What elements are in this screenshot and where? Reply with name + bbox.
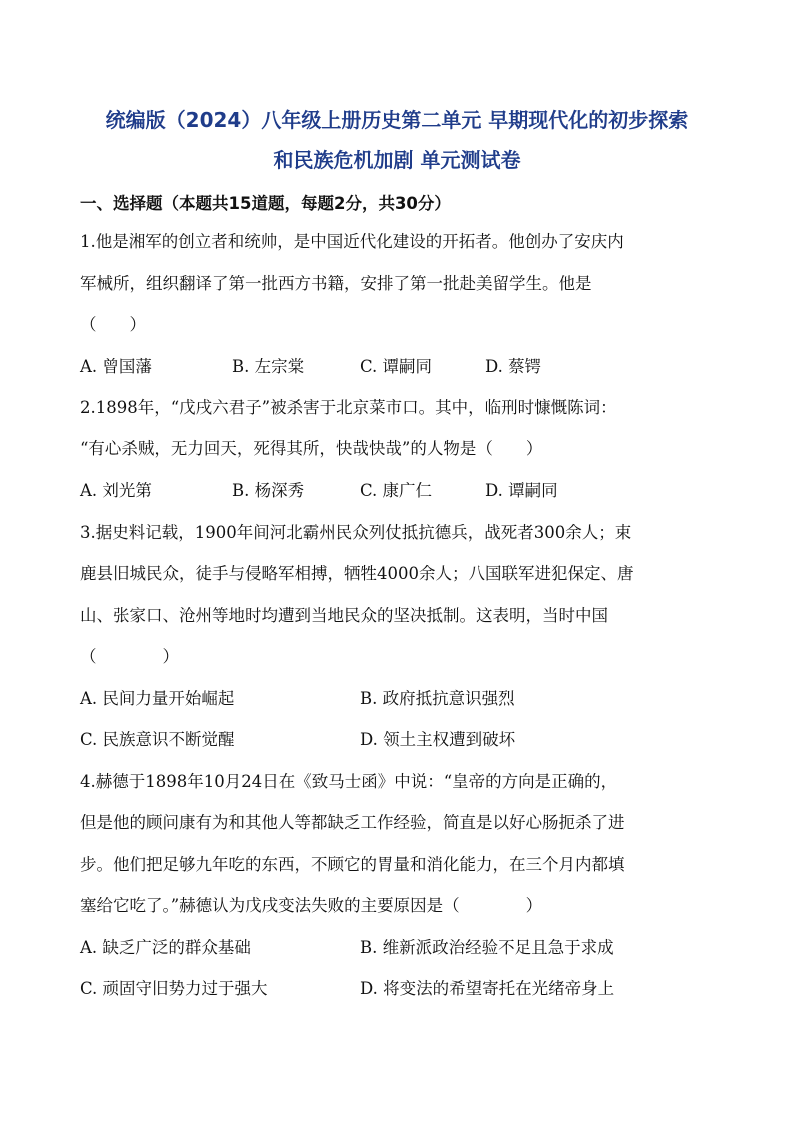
question-2-option-c: C. 康广仁 — [360, 481, 433, 500]
question-1-option-b: B. 左宗棠 — [232, 357, 305, 376]
doc-title-line1: 统编版（2024）八年级上册历史第二单元 早期现代化的初步探索 — [105, 108, 689, 132]
question-3-line-1: 3.据史料记载，1900年间河北霸州民众列仗抵抗德兵，战死者300余人；束 — [80, 523, 632, 542]
question-2-line-2: “有心杀贼，无力回天，死得其所，快哉快哉”的人物是（ ） — [80, 439, 543, 458]
section-heading: 一、选择题（本题共15道题，每题2分，共30分） — [80, 194, 451, 213]
question-3-option-c: C. 民族意识不断觉醒 — [80, 730, 235, 749]
question-1-option-a: A. 曾国藩 — [80, 357, 152, 376]
question-2-option-d: D. 谭嗣同 — [485, 481, 558, 500]
question-1-option-d: D. 蔡锷 — [485, 357, 542, 376]
question-4-line-1: 4.赫德于1898年10月24日在《致马士函》中说：“皇帝的方向是正确的， — [80, 772, 618, 791]
question-2-option-b: B. 杨深秀 — [232, 481, 305, 500]
question-4-line-2: 但是他的顾问康有为和其他人等都缺乏工作经验，简直是以好心肠扼杀了进 — [80, 813, 625, 832]
question-1-blank: （ ） — [80, 315, 146, 334]
question-4-line-4: 塞给它吃了。”赫德认为戊戌变法失败的主要原因是（ ） — [80, 896, 543, 915]
question-3-option-b: B. 政府抵抗意识强烈 — [360, 689, 515, 708]
question-1-option-c: C. 谭嗣同 — [360, 357, 433, 376]
question-3-line-2: 鹿县旧城民众，徒手与侵略军相搏，牺牲4000余人；八国联军进犯保定、唐 — [80, 564, 634, 583]
question-4-option-d: D. 将变法的希望寄托在光绪帝身上 — [360, 979, 615, 998]
question-2-option-a: A. 刘光第 — [80, 481, 152, 500]
question-3-line-3: 山、张家口、沧州等地时均遭到当地民众的坚决抵制。这表明，当时中国 — [80, 606, 608, 625]
question-4-option-b: B. 维新派政治经验不足且急于求成 — [360, 938, 614, 957]
question-4-option-c: C. 顽固守旧势力过于强大 — [80, 979, 268, 998]
question-1-line-1: 1.他是湘军的创立者和统帅，是中国近代化建设的开拓者。他创办了安庆内 — [80, 232, 624, 251]
question-4-line-3: 步。他们把足够九年吃的东西，不顾它的胃量和消化能力，在三个月内都填 — [80, 855, 625, 874]
question-1-line-2: 军械所，组织翻译了第一批西方书籍，安排了第一批赴美留学生。他是 — [80, 274, 592, 293]
question-4-option-a: A. 缺乏广泛的群众基础 — [80, 938, 251, 957]
question-2-line-1: 2.1898年，“戊戌六君子”被杀害于北京菜市口。其中，临刑时慷慨陈词： — [80, 398, 617, 417]
question-3-option-d: D. 领土主权遭到破坏 — [360, 730, 516, 749]
question-3-option-a: A. 民间力量开始崛起 — [80, 689, 235, 708]
doc-title-line2: 和民族危机加剧 单元测试卷 — [273, 148, 521, 172]
question-3-blank: （ ） — [80, 647, 179, 666]
